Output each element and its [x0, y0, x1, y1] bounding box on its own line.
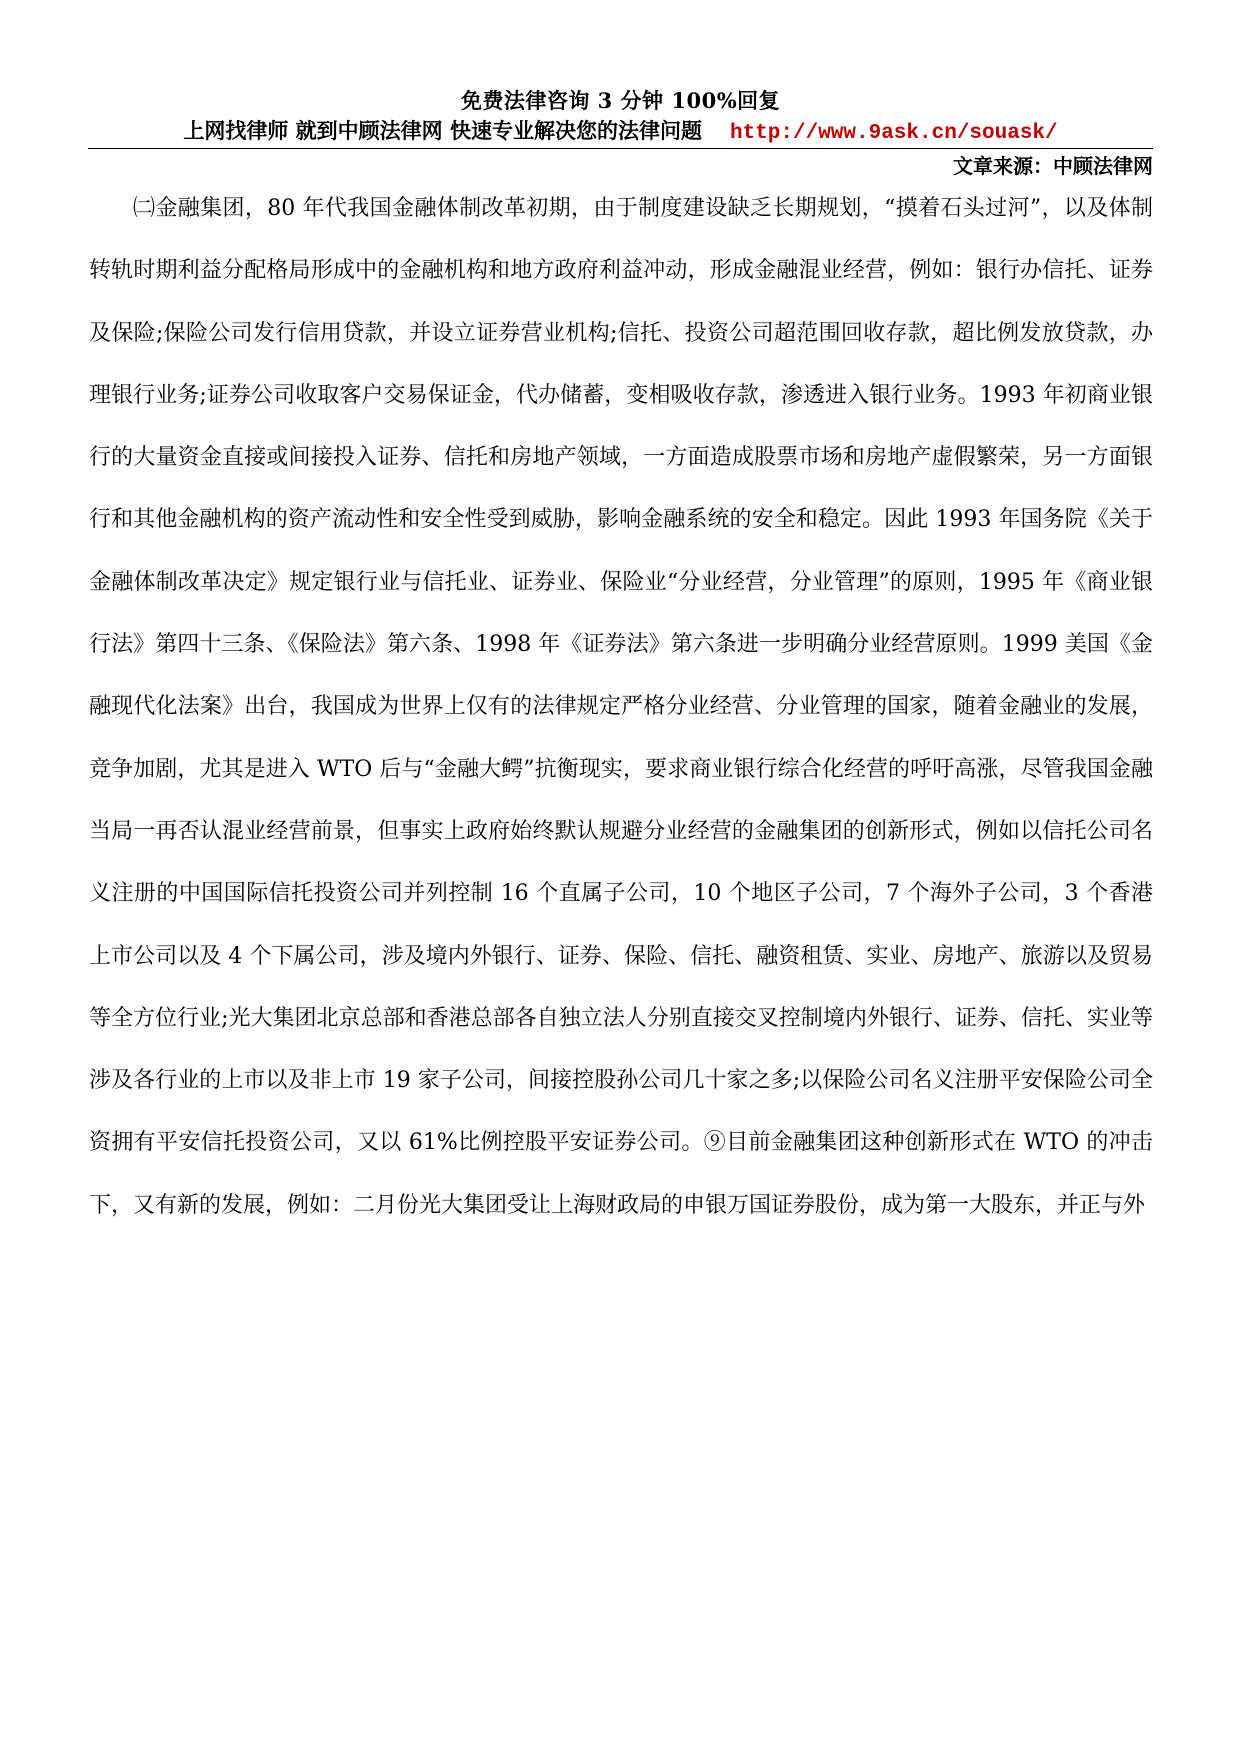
- header-slogan-line: [88, 116, 1153, 149]
- header-tagline: 免费法律咨询 3 分钟 100%回复: [460, 88, 781, 113]
- header-slogan: 上网找律师 就到中顾法律网 快速专业解决您的法律问题: [183, 118, 702, 143]
- page-header: [88, 86, 1153, 149]
- header-url-link[interactable]: http://www.9ask.cn/souask/: [729, 122, 1058, 145]
- article-paragraph: ㈡金融集团，80 年代我国金融体制改革初期，由于制度建设缺乏长期规划，“摸着石头过河”，以及体制转轨时期利益分配格局形成中的金融机构和地方政府利益冲动，形成金融混业经营，例如：银行办信托、证券及保险;保险公司发行信用贷款，并设立证券营业机构;信托、投资公司超范围回收存款，超比例发放贷款，办理银行业务;证券公司收取客户交易保证金，代办储蓄，变相吸收存款，渗透进入银行业务。1993 年初商业银行的大量资金直接或间接投入证券、信托和房地产领域，一方面造成股票市场和房地产虚假繁荣，另一方面银行和其他金融机构的资产流动性和安全性受到威胁，影响金融系统的安全和稳定。因此 1993 年国务院《关于金融体制改革决定》规定银行业与信托业、证券业、保险业“分业经营，分业管理”的原则，1995 年《商业银行法》第四十三条、《保险法》第六条、1998 年《证券法》第六条进一步明确分业经营原则。1999 美国《金融现代化法案》出台，我国成为世界上仅有的法律规定严格分业经营、分业管理的国家，随着金融业的发展，竞争加剧，尤其是进入 WTO 后与“金融大鳄”抗衡现实，要求商业银行综合化经营的呼吁高涨，尽管我国金融当局一再否认混业经营前景，但事实上政府始终默认规避分业经营的金融集团的创新形式，例如以信托公司名义注册的中国国际信托投资公司并列控制 16 个直属子公司，10 个地区子公司，7 个海外子公司，3 个香港上市公司以及 4 个下属公司，涉及境内外银行、证券、保险、信托、融资租赁、实业、房地产、旅游以及贸易等全方位行业;光大集团北京总部和香港总部各自独立法人分别直接交叉控制境内外银行、证券、信托、实业等涉及各行业的上市以及非上市 19 家子公司，间接控股孙公司几十家之多;以保险公司名义注册平安保险公司全资拥有平安信托投资公司，又以 61%比例控股平安证券公司。⑨目前金融集团这种创新形式在 WTO 的冲击下，又有新的发展，例如：二月份光大集团受让上海财政局的申银万国证券股份，成为第一大股东，并正与外: [89, 196, 1153, 1218]
- header-divider: [88, 148, 1153, 149]
- article-source: 文章来源：中顾法律网: [953, 154, 1153, 178]
